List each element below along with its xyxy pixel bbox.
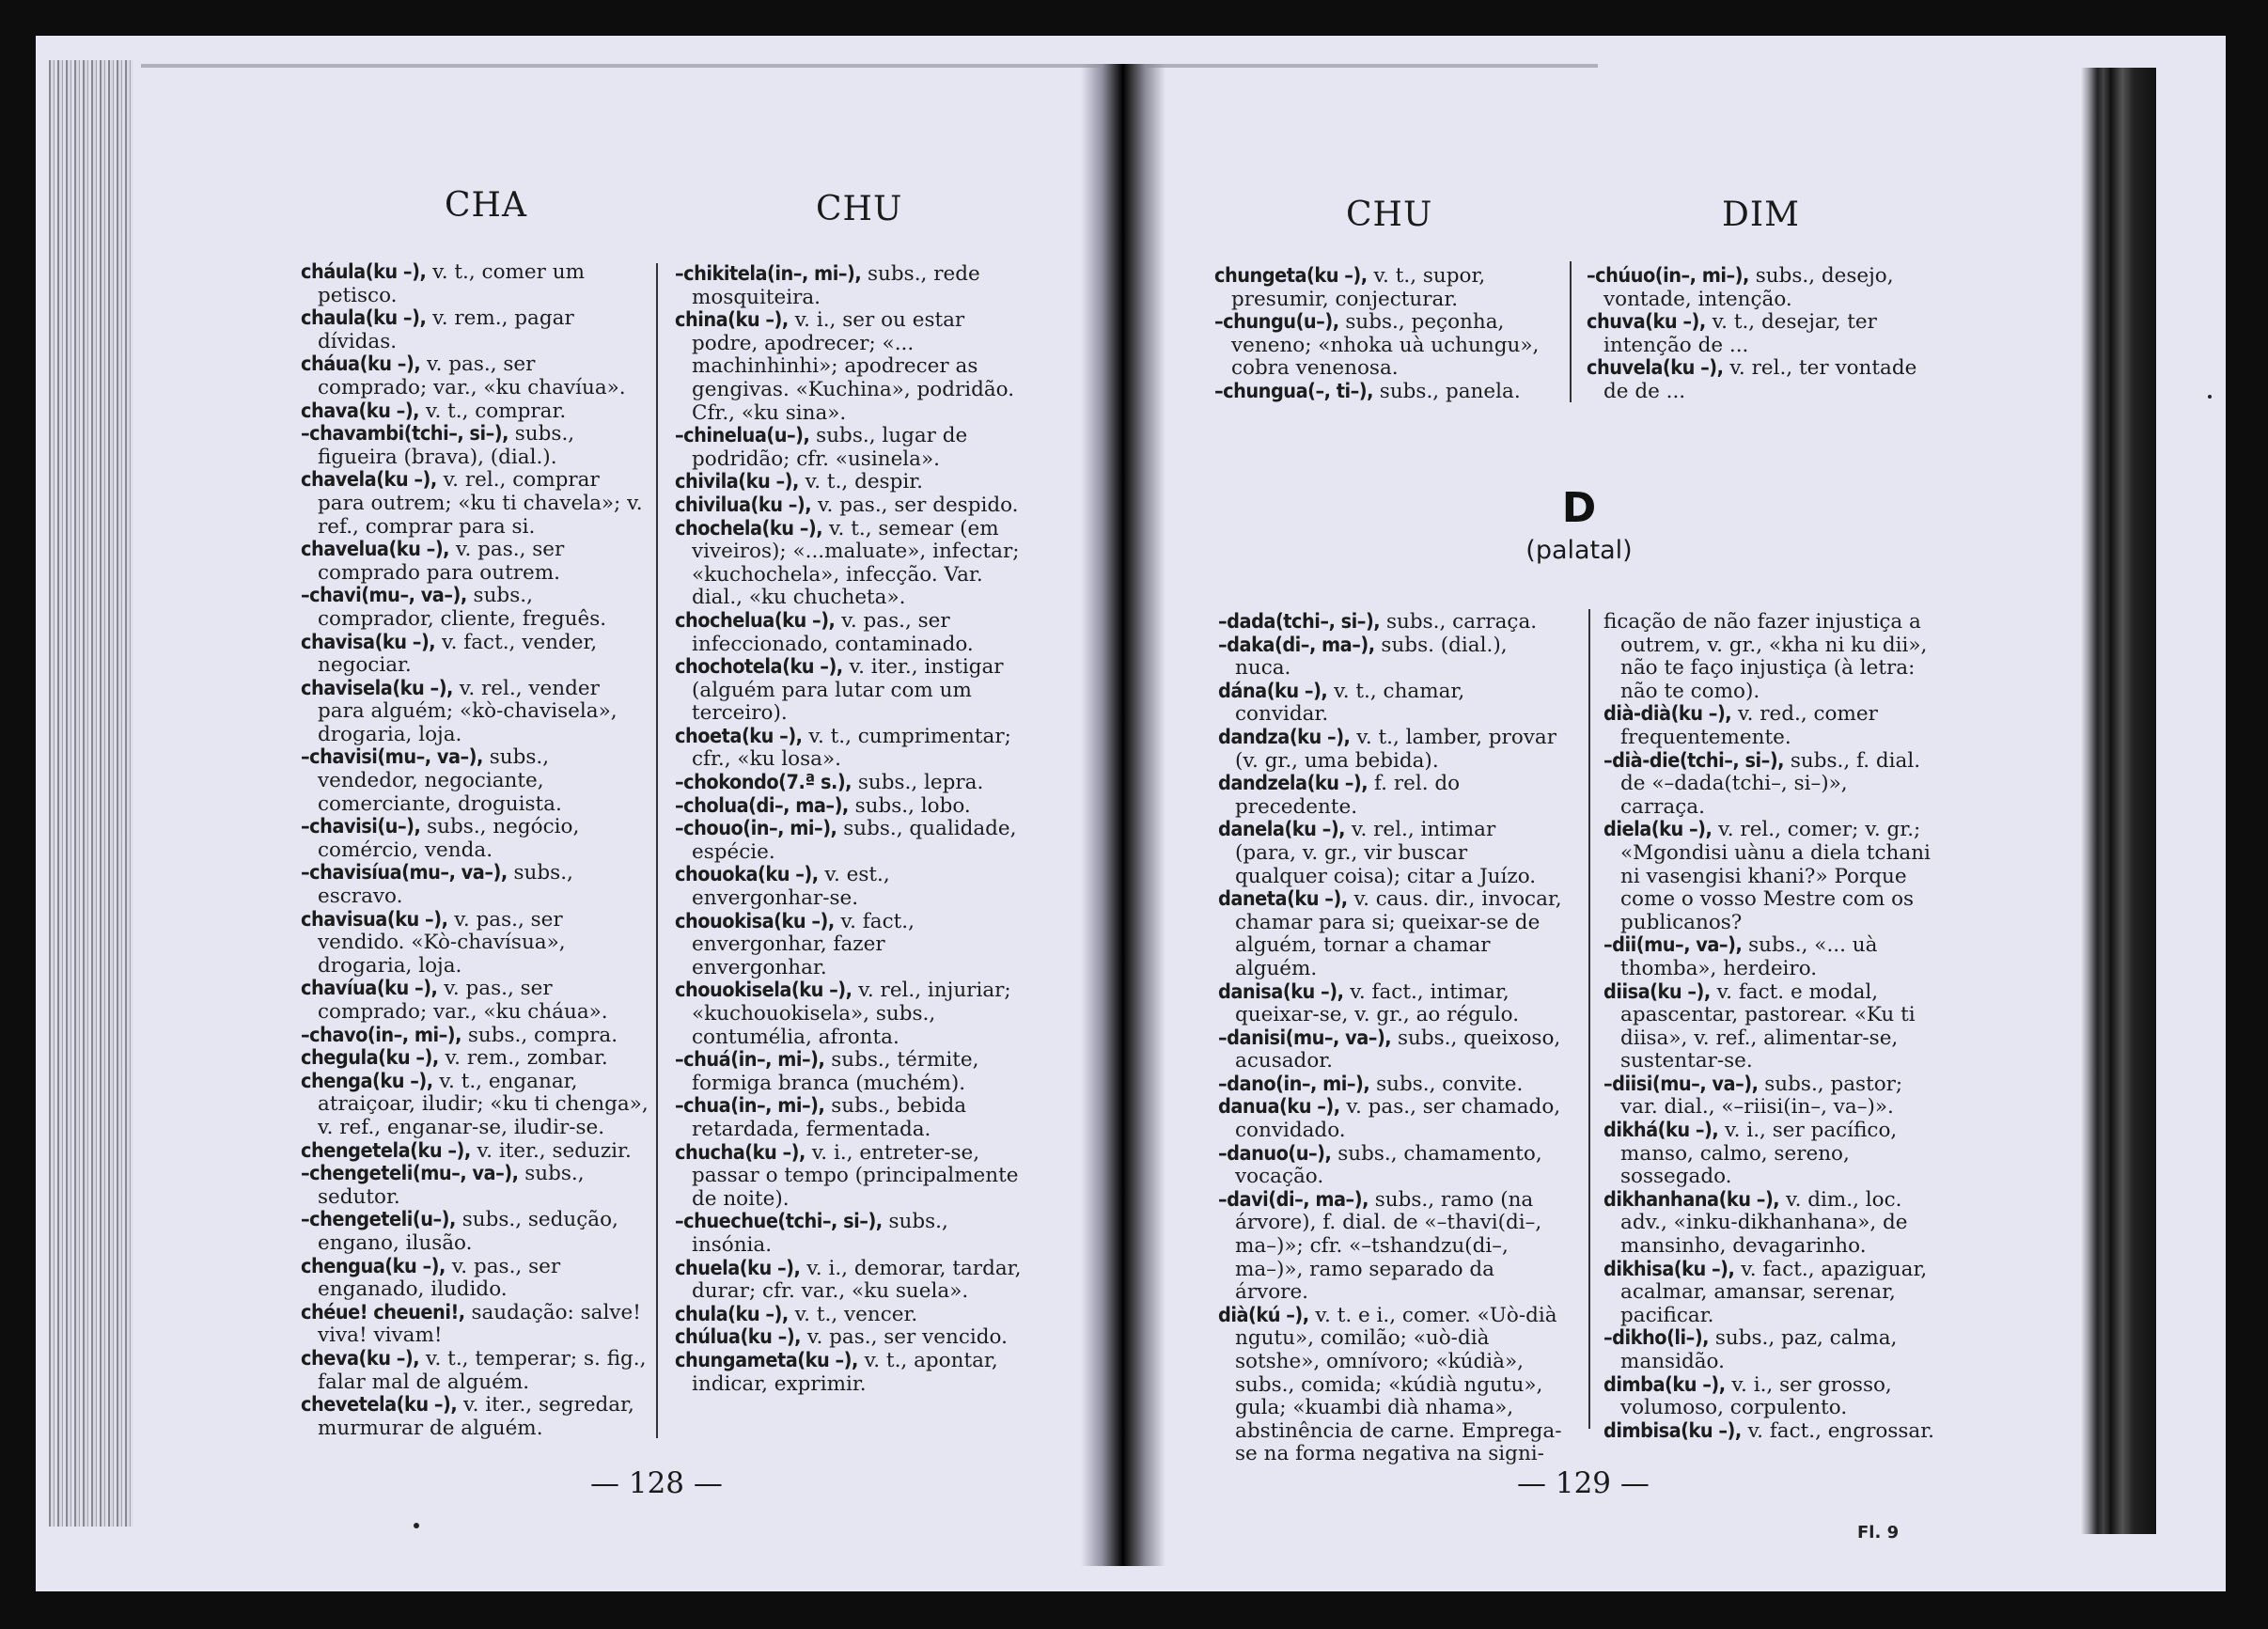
entry-headword: –chavisi(u–), — [301, 815, 421, 839]
dictionary-entry — [675, 795, 1025, 819]
dictionary-entry — [1603, 1420, 1938, 1444]
dictionary-entry — [675, 1049, 1025, 1095]
entry-definition: ficação de não fazer injustiça a outrem, v. gr., «kha ni ku dii», não te faço injustiça (à letra: não te como). — [1603, 610, 1928, 703]
entry-headword: –chavisíua(mu–, va–), — [301, 861, 508, 885]
right-header-start: CHU — [1346, 196, 1433, 234]
entry-headword: dià(kú –), — [1218, 1303, 1309, 1327]
entry-headword: chochelua(ku –), — [675, 608, 836, 633]
dictionary-entry — [301, 909, 650, 979]
entry-headword: chula(ku –), — [675, 1302, 789, 1326]
dictionary-entry — [1603, 1189, 1938, 1259]
dictionary-entry — [675, 1304, 1025, 1327]
entry-headword: –cholua(di–, ma–), — [675, 793, 849, 818]
entry-definition: v. t., enganar, atraiçoar, iludir; «ku ti chenga», v. ref., enganar-se, iludir-se. — [318, 1069, 649, 1139]
right-book-edge — [2081, 68, 2156, 1534]
entry-headword: chuvela(ku –), — [1587, 356, 1724, 381]
dictionary-entry — [1218, 1073, 1562, 1097]
entry-definition: subs., rede mosquiteira. — [692, 262, 980, 309]
dictionary-entry — [675, 309, 1025, 425]
entry-headword: –chuá(in–, mi–), — [675, 1048, 825, 1073]
entry-definition: v. iter., instigar (alguém para lutar com um terceiro). — [692, 655, 1004, 726]
entry-definition: subs., qualidade, espécie. — [692, 817, 1017, 864]
dictionary-entry — [1218, 611, 1562, 634]
dictionary-entry — [1218, 1027, 1562, 1073]
right-header-end: DIM — [1722, 196, 1800, 234]
dictionary-entry — [1603, 750, 1938, 820]
speck — [2208, 395, 2212, 399]
entry-definition: v. pas., ser vendido. «Kò-chavísua», drogaria, loja. — [318, 907, 566, 978]
dictionary-entry — [301, 539, 650, 585]
dictionary-entry — [301, 1348, 650, 1394]
dictionary-entry — [301, 423, 650, 469]
entry-headword: dimbisa(ku –), — [1603, 1418, 1742, 1443]
dictionary-entry — [301, 307, 650, 353]
left-page-column-rule — [656, 263, 658, 1438]
dictionary-entry — [301, 353, 650, 399]
entry-definition: subs., negócio, comércio, venda. — [318, 815, 580, 862]
entry-definition: v. fact., envergonhar, fazer envergonhar. — [692, 909, 915, 979]
dictionary-entry — [301, 1047, 650, 1071]
dictionary-entry — [675, 726, 1025, 772]
dictionary-entry — [675, 979, 1025, 1049]
entry-definition: saudação: salve! viva! vivam! — [318, 1300, 641, 1348]
dictionary-entry — [675, 1095, 1025, 1141]
right-page-number: — 129 — — [1517, 1466, 1650, 1500]
entry-headword: chevetela(ku –), — [301, 1393, 458, 1418]
entry-headword: chavisa(ku –), — [301, 630, 436, 654]
dictionary-entry — [301, 678, 650, 747]
dictionary-entry — [1218, 1305, 1562, 1466]
dictionary-entry — [301, 400, 650, 424]
entry-definition: subs., vendedor, negociante, comerciante, droguista. — [318, 745, 562, 816]
entry-headword: cháula(ku –), — [301, 260, 427, 284]
section-subtitle: (palatal) — [1525, 536, 1633, 565]
entry-headword: –dada(tchi–, si–), — [1218, 610, 1381, 634]
entry-headword: –chavambi(tchi–, si–), — [301, 422, 508, 446]
entry-definition: subs., f. dial. de «–dada(tchi–, si–)», carraça. — [1620, 748, 1921, 819]
entry-headword: dimba(ku –), — [1603, 1372, 1726, 1397]
entry-definition: subs., sedutor. — [318, 1162, 585, 1209]
right-page-top-column-1 — [1214, 265, 1557, 404]
entry-definition: v. i., entreter-se, passar o tempo (principalmente de noite). — [692, 1140, 1019, 1211]
entry-definition: v. t., supor, presumir, conjecturar. — [1231, 264, 1486, 311]
entry-definition: v. t. e i., comer. «Uò-dià ngutu», comilão; «uò-dià sotshe», omnívoro; «kúdià», subs., comida; «kúdià ngutu», gula; «kuambi dià nhama», abstinência de carne. Emprega-se na forma negativa na signi- — [1235, 1303, 1562, 1466]
entry-definition: v. est., envergonhar-se. — [692, 863, 890, 911]
entry-definition: v. i., ser pacífico, manso, calmo, sereno, sossegado. — [1620, 1119, 1898, 1189]
entry-headword: dikhisa(ku –), — [1603, 1257, 1735, 1281]
right-page-column-rule — [1588, 609, 1590, 1429]
dictionary-entry — [675, 1258, 1025, 1304]
entry-headword: chava(ku –), — [301, 399, 420, 423]
entry-definition: subs., «... uà thomba», herdeiro. — [1620, 933, 1878, 980]
entry-definition: subs., desejo, vontade, intenção. — [1603, 264, 1894, 311]
dictionary-entry — [301, 1394, 650, 1440]
dictionary-entry — [675, 911, 1025, 980]
dictionary-entry — [301, 1025, 650, 1048]
entry-definition: v. red., comer frequentemente. — [1620, 702, 1878, 749]
right-page-top-rule — [1570, 261, 1572, 402]
entry-headword: –chikitela(in–, mi–), — [675, 262, 862, 286]
entry-definition: v. fact., engrossar. — [1741, 1418, 1934, 1443]
entry-headword: chivila(ku –), — [675, 470, 799, 494]
entry-headword: chivilua(ku –), — [675, 493, 812, 517]
entry-definition: subs., lepra. — [852, 771, 984, 795]
entry-headword: chuela(ku –), — [675, 1256, 801, 1280]
entry-definition: subs., escravo. — [318, 861, 573, 909]
entry-headword: diela(ku –), — [1603, 818, 1713, 842]
left-book-edge — [49, 60, 133, 1527]
entry-definition: v. pas., ser comprado para outrem. — [318, 538, 565, 585]
entry-definition: v. t., despir. — [798, 470, 923, 494]
entry-definition: subs., lugar de podridão; cfr. «usinela». — [692, 424, 968, 471]
dictionary-entry — [675, 1211, 1025, 1257]
dictionary-entry — [675, 494, 1025, 518]
dictionary-entry — [1587, 357, 1936, 403]
entry-definition: subs., ramo (na árvore), f. dial. de «–thavi(di–, ma–)»; cfr. «–tshandzu(di–, ma–)», ramo separado da árvore. — [1235, 1187, 1542, 1305]
dictionary-entry — [301, 1163, 650, 1209]
entry-definition: v. rel., comprar para outrem; «ku ti chavela»; v. ref., comprar para si. — [318, 468, 643, 539]
entry-headword: chengetela(ku –), — [301, 1138, 471, 1163]
entry-definition: subs., comprador, cliente, freguês. — [318, 584, 607, 631]
dictionary-entry — [1603, 1073, 1938, 1120]
entry-headword: –dii(mu–, va–), — [1603, 933, 1743, 958]
dictionary-entry — [301, 469, 650, 539]
right-page-column-2 — [1603, 611, 1938, 1443]
entry-headword: chéue! cheueni!, — [301, 1300, 465, 1324]
entry-definition: v. t., cumprimentar; cfr., «ku losa». — [692, 724, 1011, 772]
speck — [414, 1523, 419, 1528]
entry-headword: cheva(ku –), — [301, 1346, 420, 1371]
dictionary-entry — [675, 425, 1025, 471]
entry-definition: v. t., chamar, convidar. — [1235, 679, 1465, 727]
entry-headword: chavíua(ku –), — [301, 977, 438, 1001]
dictionary-entry — [1218, 1096, 1562, 1142]
dictionary-entry — [675, 610, 1025, 656]
entry-headword: chenguа(ku –), — [301, 1254, 446, 1278]
top-page-edge — [141, 64, 1598, 68]
entry-definition: subs., chamamento, vocação. — [1235, 1141, 1542, 1189]
dictionary-entry — [301, 261, 650, 307]
entry-headword: –danisi(mu–, va–), — [1218, 1026, 1392, 1050]
entry-definition: v. i., ser ou estar podre, apodrecer; «... machinhinhi»; apodrecer as gengivas. «Kuchina», podridão. Cfr., «ku sina». — [692, 308, 1015, 425]
dictionary-entry — [675, 656, 1025, 726]
entry-headword: chungameta(ku –), — [675, 1348, 858, 1372]
entry-definition: v. rel., intimar (para, v. gr., vir buscar qualquer coisa); citar a Juízo. — [1235, 818, 1537, 888]
dictionary-entry — [301, 585, 650, 631]
entry-headword: –chua(in–, mi–), — [675, 1094, 825, 1119]
dictionary-entry — [1603, 1374, 1938, 1420]
dictionary-entry — [301, 816, 650, 862]
entry-headword: chuva(ku –), — [1587, 310, 1706, 335]
dictionary-entry — [1218, 773, 1562, 819]
dictionary-entry — [675, 263, 1025, 309]
dictionary-entry — [301, 1071, 650, 1140]
entry-headword: chavisua(ku –), — [301, 907, 448, 932]
entry-headword: –danuo(u–), — [1218, 1141, 1332, 1166]
entry-definition: v. t., apontar, indicar, exprimir. — [692, 1348, 998, 1396]
entry-headword: –chungua(–, ti–), — [1214, 379, 1373, 403]
dictionary-entry — [1218, 727, 1562, 773]
entry-headword: –chuechue(tchi–, si–), — [675, 1210, 883, 1234]
book-gutter — [1081, 64, 1165, 1566]
entry-definition: v. t., semear (em viveiros); «...maluate», infectar; «kuchochela», infecção. Var. dial., «ku chucheta». — [692, 516, 1020, 610]
entry-definition: v. pas., ser comprado; var., «ku cháua». — [318, 977, 608, 1024]
entry-headword: dià-dià(ku –), — [1603, 702, 1732, 727]
dictionary-entry — [675, 518, 1025, 610]
dictionary-entry — [301, 1302, 650, 1348]
right-page-top-column-2 — [1587, 265, 1936, 404]
entry-headword: chouokisa(ku –), — [675, 909, 835, 933]
entry-headword: chucha(ku –), — [675, 1140, 806, 1165]
dictionary-entry — [1218, 634, 1562, 681]
entry-headword: –chungu(u–), — [1214, 310, 1339, 335]
dictionary-entry — [301, 1140, 650, 1164]
entry-headword: chegula(ku –), — [301, 1046, 439, 1071]
entry-definition: v. rel., vender para alguém; «kò-chavisela», drogaria, loja. — [318, 676, 618, 746]
entry-definition: subs., compra. — [461, 1023, 618, 1047]
dictionary-entry — [1603, 981, 1938, 1073]
left-page-number: — 128 — — [590, 1466, 723, 1500]
dictionary-entry — [675, 864, 1025, 910]
entry-headword: dikhanhana(ku –), — [1603, 1187, 1780, 1212]
dictionary-entry — [1603, 819, 1938, 934]
entry-headword: –chavi(mu–, va–), — [301, 584, 467, 608]
entry-headword: –chúuo(in–, mi–), — [1587, 264, 1749, 288]
entry-headword: chúlua(ku –), — [675, 1325, 802, 1350]
dictionary-entry — [1214, 265, 1557, 311]
entry-headword: –chinelua(u–), — [675, 424, 810, 448]
entry-headword: chaula(ku –), — [301, 306, 427, 331]
entry-definition: v. fact., apaziguar, acalmar, amansar, serenar, pacificar. — [1620, 1257, 1928, 1327]
dictionary-entry — [1603, 703, 1938, 749]
entry-headword: cháua(ku –), — [301, 352, 421, 377]
entry-definition: subs., insónia. — [692, 1210, 948, 1257]
entry-headword: –davi(di–, ma–), — [1218, 1187, 1369, 1212]
entry-definition: subs., térmite, formiga branca (muchém). — [692, 1048, 979, 1095]
entry-definition: v. fact., intimar, queixar-se, v. gr., ao régulo. — [1235, 979, 1520, 1027]
dictionary-entry — [1603, 934, 1938, 980]
entry-headword: –chokondo(7.ª s.), — [675, 771, 852, 795]
entry-headword: –dià-die(tchi–, si–), — [1603, 748, 1785, 773]
entry-definition: v. rel., injuriar; «kuchouokisela», subs., contumélia, afronta. — [692, 979, 1011, 1049]
entry-headword: choeta(ku –), — [675, 724, 803, 748]
entry-definition: v. iter., seduzir. — [470, 1138, 632, 1163]
entry-headword: daneta(ku –), — [1218, 887, 1348, 912]
dictionary-entry — [1218, 888, 1562, 980]
entry-definition: subs., lobo. — [848, 793, 971, 818]
entry-headword: chouokisela(ku –), — [675, 979, 852, 1003]
dictionary-entry — [1218, 1143, 1562, 1189]
entry-definition: v. pas., ser enganado, iludido. — [318, 1254, 561, 1302]
entry-definition: subs. (dial.), nuca. — [1235, 633, 1508, 681]
entry-definition: subs., panela. — [1372, 379, 1521, 403]
dictionary-entry — [1587, 311, 1936, 357]
dictionary-entry — [301, 632, 650, 678]
dictionary-entry — [1218, 1189, 1562, 1305]
right-page-column-1 — [1218, 611, 1562, 1466]
entry-headword: danisa(ku –), — [1218, 979, 1344, 1004]
left-header-end: CHU — [816, 190, 903, 228]
dictionary-entry — [1214, 381, 1557, 404]
entry-headword: danua(ku –), — [1218, 1095, 1340, 1120]
entry-headword: dána(ku –), — [1218, 679, 1328, 703]
entry-definition: v. t., lamber, provar (v. gr., uma bebida). — [1235, 725, 1557, 773]
entry-headword: –diisi(mu–, va–), — [1603, 1072, 1759, 1096]
entry-headword: –dikho(li–), — [1603, 1326, 1710, 1351]
entry-headword: chavela(ku –), — [301, 468, 437, 493]
entry-headword: –daka(di–, ma–), — [1218, 633, 1375, 657]
entry-definition: subs., figueira (brava), (dial.). — [318, 422, 575, 469]
entry-headword: –chavisi(mu–, va–), — [301, 745, 483, 770]
dictionary-entry — [301, 978, 650, 1024]
entry-headword: –chengeteli(mu–, va–), — [301, 1162, 519, 1186]
entry-headword: –dano(in–, mi–), — [1218, 1072, 1370, 1096]
entry-headword: –chavo(in–, mi–), — [301, 1023, 461, 1047]
entry-headword: –chengeteli(u–), — [301, 1208, 456, 1232]
dictionary-entry — [1218, 819, 1562, 888]
entry-headword: china(ku –), — [675, 308, 789, 333]
entry-definition: v. i., demorar, tardar, durar; cfr. var., «ku suela». — [692, 1256, 1022, 1304]
entry-definition: v. pas., ser vencido. — [801, 1325, 1008, 1350]
entry-headword: dikhá(ku –), — [1603, 1119, 1719, 1143]
dictionary-entry — [301, 862, 650, 908]
entry-headword: chouoka(ku –), — [675, 863, 819, 887]
entry-headword: danela(ku –), — [1218, 818, 1346, 842]
entry-definition: v. rem., pagar dívidas. — [318, 306, 574, 353]
entry-headword: chochotela(ku –), — [675, 655, 843, 680]
entry-definition: v. t., comer um petisco. — [318, 260, 585, 307]
left-header-start: CHA — [445, 186, 527, 225]
entry-definition: f. rel. do precedente. — [1235, 772, 1461, 819]
folio-mark: Fl. 9 — [1857, 1523, 1900, 1543]
entry-definition: v. rem., zombar. — [438, 1046, 608, 1071]
entry-headword: chenga(ku –), — [301, 1069, 433, 1093]
entry-headword: chungeta(ku –), — [1214, 264, 1368, 288]
entry-definition: subs., carraça. — [1380, 610, 1538, 634]
dictionary-entry — [675, 772, 1025, 795]
dictionary-entry — [1603, 1327, 1938, 1373]
entry-definition: v. t., desejar, ter intenção de ... — [1603, 310, 1877, 357]
entry-definition: v. pas., ser chamado, convidado. — [1235, 1095, 1561, 1143]
entry-definition: v. t., vencer. — [788, 1302, 918, 1326]
dictionary-entry — [675, 471, 1025, 494]
entry-definition: subs., convite. — [1369, 1072, 1524, 1096]
dictionary-entry — [301, 746, 650, 816]
entry-definition: subs., peçonha, veneno; «nhoka uà uchungu», cobra venenosa. — [1231, 310, 1540, 381]
entry-headword: dandzela(ku –), — [1218, 772, 1369, 796]
entry-headword: chavisela(ku –), — [301, 676, 453, 700]
dictionary-entry — [675, 818, 1025, 864]
dictionary-entry — [1587, 265, 1936, 311]
entry-definition: v. rel., comer; v. gr.; «Mgondisi uànu a diela tchani ni vasengisi khani?» Porque come o vosso Mestre com os publicanos? — [1620, 818, 1931, 934]
entry-definition: v. fact. e modal, apascentar, pastorear. «Ku ti diisa», v. ref., alimentar-se, sustentar-se. — [1620, 979, 1916, 1073]
entry-headword: chochela(ku –), — [675, 516, 823, 540]
entry-definition: v. pas., ser comprado; var., «ku chavíua». — [318, 352, 626, 399]
left-page-column-2 — [675, 263, 1025, 1396]
entry-headword: chavelua(ku –), — [301, 538, 450, 562]
entry-definition: subs., paz, calma, mansidão. — [1620, 1326, 1898, 1373]
dictionary-entry — [1214, 311, 1557, 381]
dictionary-entry — [1218, 681, 1562, 727]
dictionary-entry — [1603, 1259, 1938, 1328]
entry-definition: v. pas., ser infeccionado, contaminado. — [692, 608, 974, 656]
entry-headword: diisa(ku –), — [1603, 979, 1711, 1004]
entry-definition: v. t., comprar. — [419, 399, 567, 423]
entry-definition: subs., bebida retardada, fermentada. — [692, 1094, 967, 1141]
entry-headword: dandza(ku –), — [1218, 725, 1351, 749]
section-letter: D — [1561, 484, 1597, 532]
dictionary-entry — [1218, 981, 1562, 1027]
entry-definition: v. dim., loc. adv., «inku-dikhanhana», de mansinho, devagarinho. — [1620, 1187, 1908, 1259]
dictionary-entry — [301, 1256, 650, 1302]
entry-definition: v. caus. dir., invocar, chamar para si; queixar-se de alguém, tornar a chamar alguém. — [1235, 887, 1562, 980]
dictionary-entry — [1603, 611, 1938, 703]
dictionary-entry — [301, 1209, 650, 1255]
entry-definition: subs., queixoso, acusador. — [1235, 1026, 1561, 1073]
entry-definition: v. rel., ter vontade de de ... — [1603, 356, 1917, 403]
entry-headword: –chouo(in–, mi–), — [675, 817, 837, 841]
dictionary-entry — [675, 1326, 1025, 1350]
entry-definition: v. pas., ser despido. — [811, 493, 1019, 517]
dictionary-entry — [1603, 1120, 1938, 1189]
entry-definition: v. iter., segredar, murmurar de alguém. — [318, 1393, 634, 1440]
dictionary-entry — [675, 1142, 1025, 1212]
entry-definition: v. t., temperar; s. fig., falar mal de alguém. — [318, 1346, 647, 1394]
entry-definition: v. i., ser grosso, volumoso, corpulento. — [1620, 1372, 1892, 1420]
left-page-column-1 — [301, 261, 650, 1440]
dictionary-entry — [675, 1350, 1025, 1396]
entry-definition: subs., sedução, engano, ilusão. — [318, 1208, 618, 1255]
entry-definition: subs., pastor; var. dial., «–riisi(in–, va–)». — [1620, 1072, 1903, 1120]
entry-definition: v. fact., vender, negociar. — [318, 630, 598, 678]
